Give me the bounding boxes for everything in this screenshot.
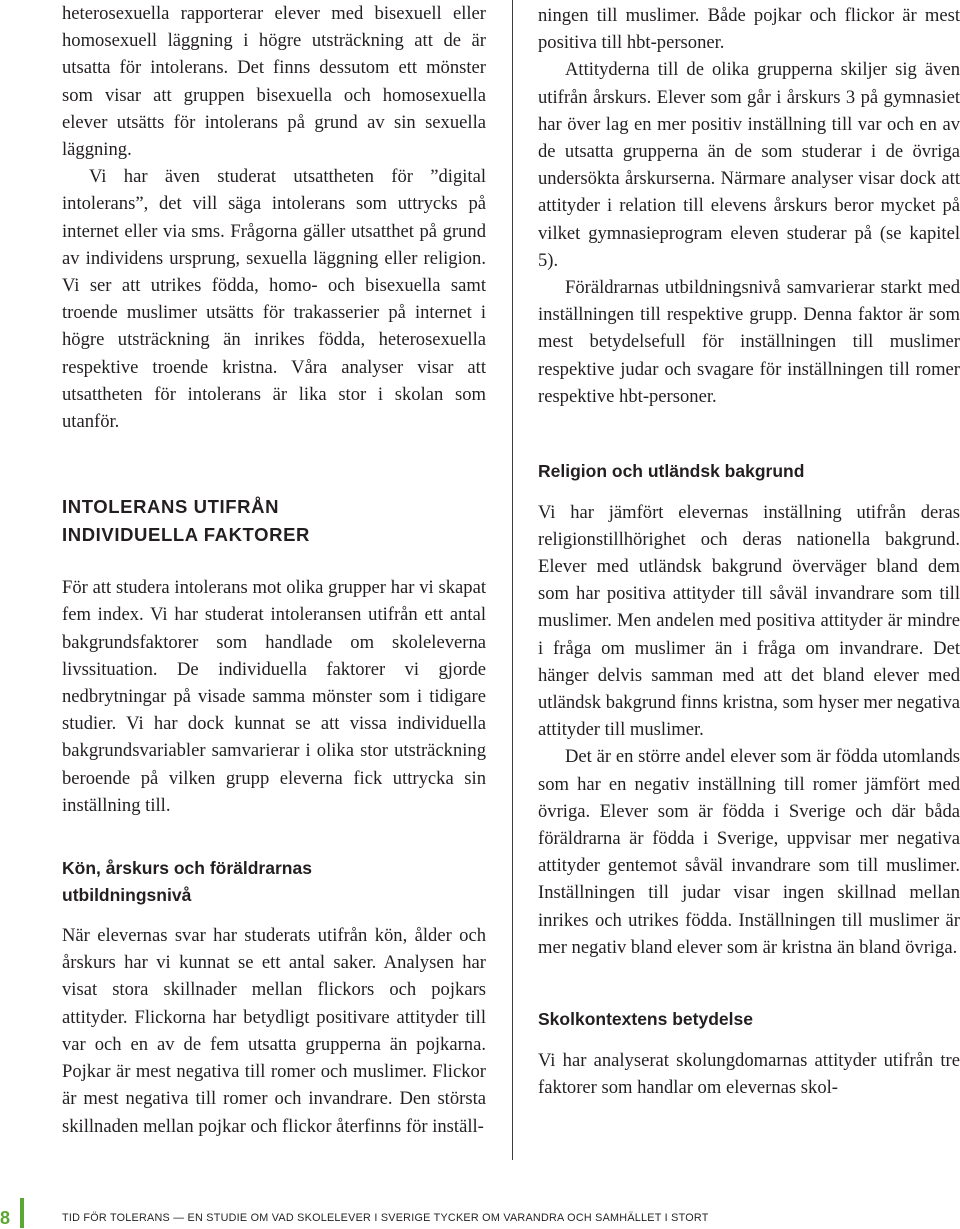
subsection-heading [62,855,486,908]
page-footer [0,1192,960,1228]
body-paragraph: Vi har även studerat utsattheten för ”digital intolerans”, det vill säga intolerans som uttrycks på internet eller via sms. Frågorna gäller utsatthet på grund av individens ursprung, sexuella läggning eller religion. Vi ser att utrikes födda, homo- och bisexuella samt troende muslimer utsätts för trakasserier på internet i högre utsträckning än inrikes födda, heterosexuella respektive troende kristna. Våra analyser visar att utsattheten för intolerans är lika stor i skolan som utanför. [62,166,486,433]
section-heading [62,493,486,549]
body-paragraph: Vi har jämfört elevernas inställning utifrån deras religionstillhörighet och deras nationella bakgrund. Elever med utländsk bakgrund överväger bland dem som har positiva attityder till såväl invandrare som till muslimer. Men andelen med positiva attityder är mindre i fråga om muslimer än i fråga om invandrare. Det hänger delvis samman med att det bland elever med utländsk bakgrund finns kristna, som hyser mer negativa attityder till muslimer. [538,501,960,741]
body-paragraph: Föräldrarnas utbildningsnivå samvarierar starkt med inställningen till respektive grupp. Denna faktor är som mest betydelsefull för inställningen till muslimer respektive judar och svagare för inställningen till romer respektive hbt-personer. [538,277,960,407]
left-column [62,0,486,1140]
running-title: TID FÖR TOLERANS — EN STUDIE OM VAD SKOLELEVER I SVERIGE TYCKER OM VARANDRA OCH SAMHÄLLET I STORT [62,1212,709,1224]
section-heading-line: INDIVIDUELLA FAKTORER [62,524,310,546]
right-column [538,2,960,1101]
subsection-heading-line: utbildningsnivå [62,884,192,905]
subsection-heading: Religion och utländsk bakgrund [538,461,805,482]
body-paragraph: Attityderna till de olika grupperna skiljer sig även utifrån årskurs. Elever som går i årskurs 3 på gymnasiet har över lag en mer positiv inställning till var och en av de utsatta grupperna än de som studerar i de övriga undersökta årskurserna. Närmare analyser visar dock att attityder i relation till elevens årskurs beror mycket på vilket gymnasieprogram eleven studerar på (se kapitel 5). [538,59,960,271]
body-paragraph: ningen till muslimer. Både pojkar och flickor är mest positiva till hbt-personer. [538,5,960,54]
subsection-heading: Skolkontextens betydelse [538,1009,753,1029]
column-divider [512,0,513,1160]
body-paragraph: Vi har analyserat skolungdomarnas attityder utifrån tre faktorer som handlar om elevernas skol- [538,1049,960,1098]
body-paragraph: heterosexuella rapporterar elever med bisexuell eller homosexuell läggning i högre utsträckning att de är utsatta för intolerans. Det finns dessutom ett mönster som visar att gruppen bisexuella och homosexuella elever utsätts för intolerans på grund av sin sexuella läggning. [62,3,486,161]
body-paragraph: För att studera intolerans mot olika grupper har vi skapat fem index. Vi har studerat intoleransen utifrån ett antal bakgrundsfaktorer som handlade om skoleleverna livssituation. De individuella faktorer vi gjorde nedbrytningar på visade samma mönster som i tidigare studier. Vi har dock kunnat se att vissa individuella bakgrundsvariabler samvarierar i olika stor utsträckning beroende på vilken grupp eleverna fick uttrycka sin inställning till. [62,577,486,816]
subsection-heading-line: Kön, årskurs och föräldrarnas [62,858,312,879]
section-heading-line: INTOLERANS UTIFRÅN [62,496,280,518]
page-number: 8 [0,1208,11,1228]
body-paragraph: När elevernas svar har studerats utifrån kön, ålder och årskurs har vi kunnat se ett antal saker. Analysen har visat stora skillnader mellan flickors och pojkars attityder. Flickorna har betydligt positivare attityder till var och en av de fem utsatta grupperna än pojkarna. Pojkar är mest negativa till romer och muslimer. Flickor är mest negativa till romer och invandrare. Den största skillnaden mellan pojkar och flickor återfinns för inställ- [62,925,486,1137]
body-paragraph: Det är en större andel elever som är födda utomlands som har en negativ inställning till romer jämfört med övriga. Elever som är födda i Sverige och där båda föräldrarna är födda i Sverige, uppvisar mer negativa attityder gentemot såväl invandrare som till muslimer. Inställningen till judar visar ingen skillnad mellan inrikes och utrikes födda. Inställningen till muslimer är mer negativ bland elever som är kristna än bland övriga. [538,746,960,958]
